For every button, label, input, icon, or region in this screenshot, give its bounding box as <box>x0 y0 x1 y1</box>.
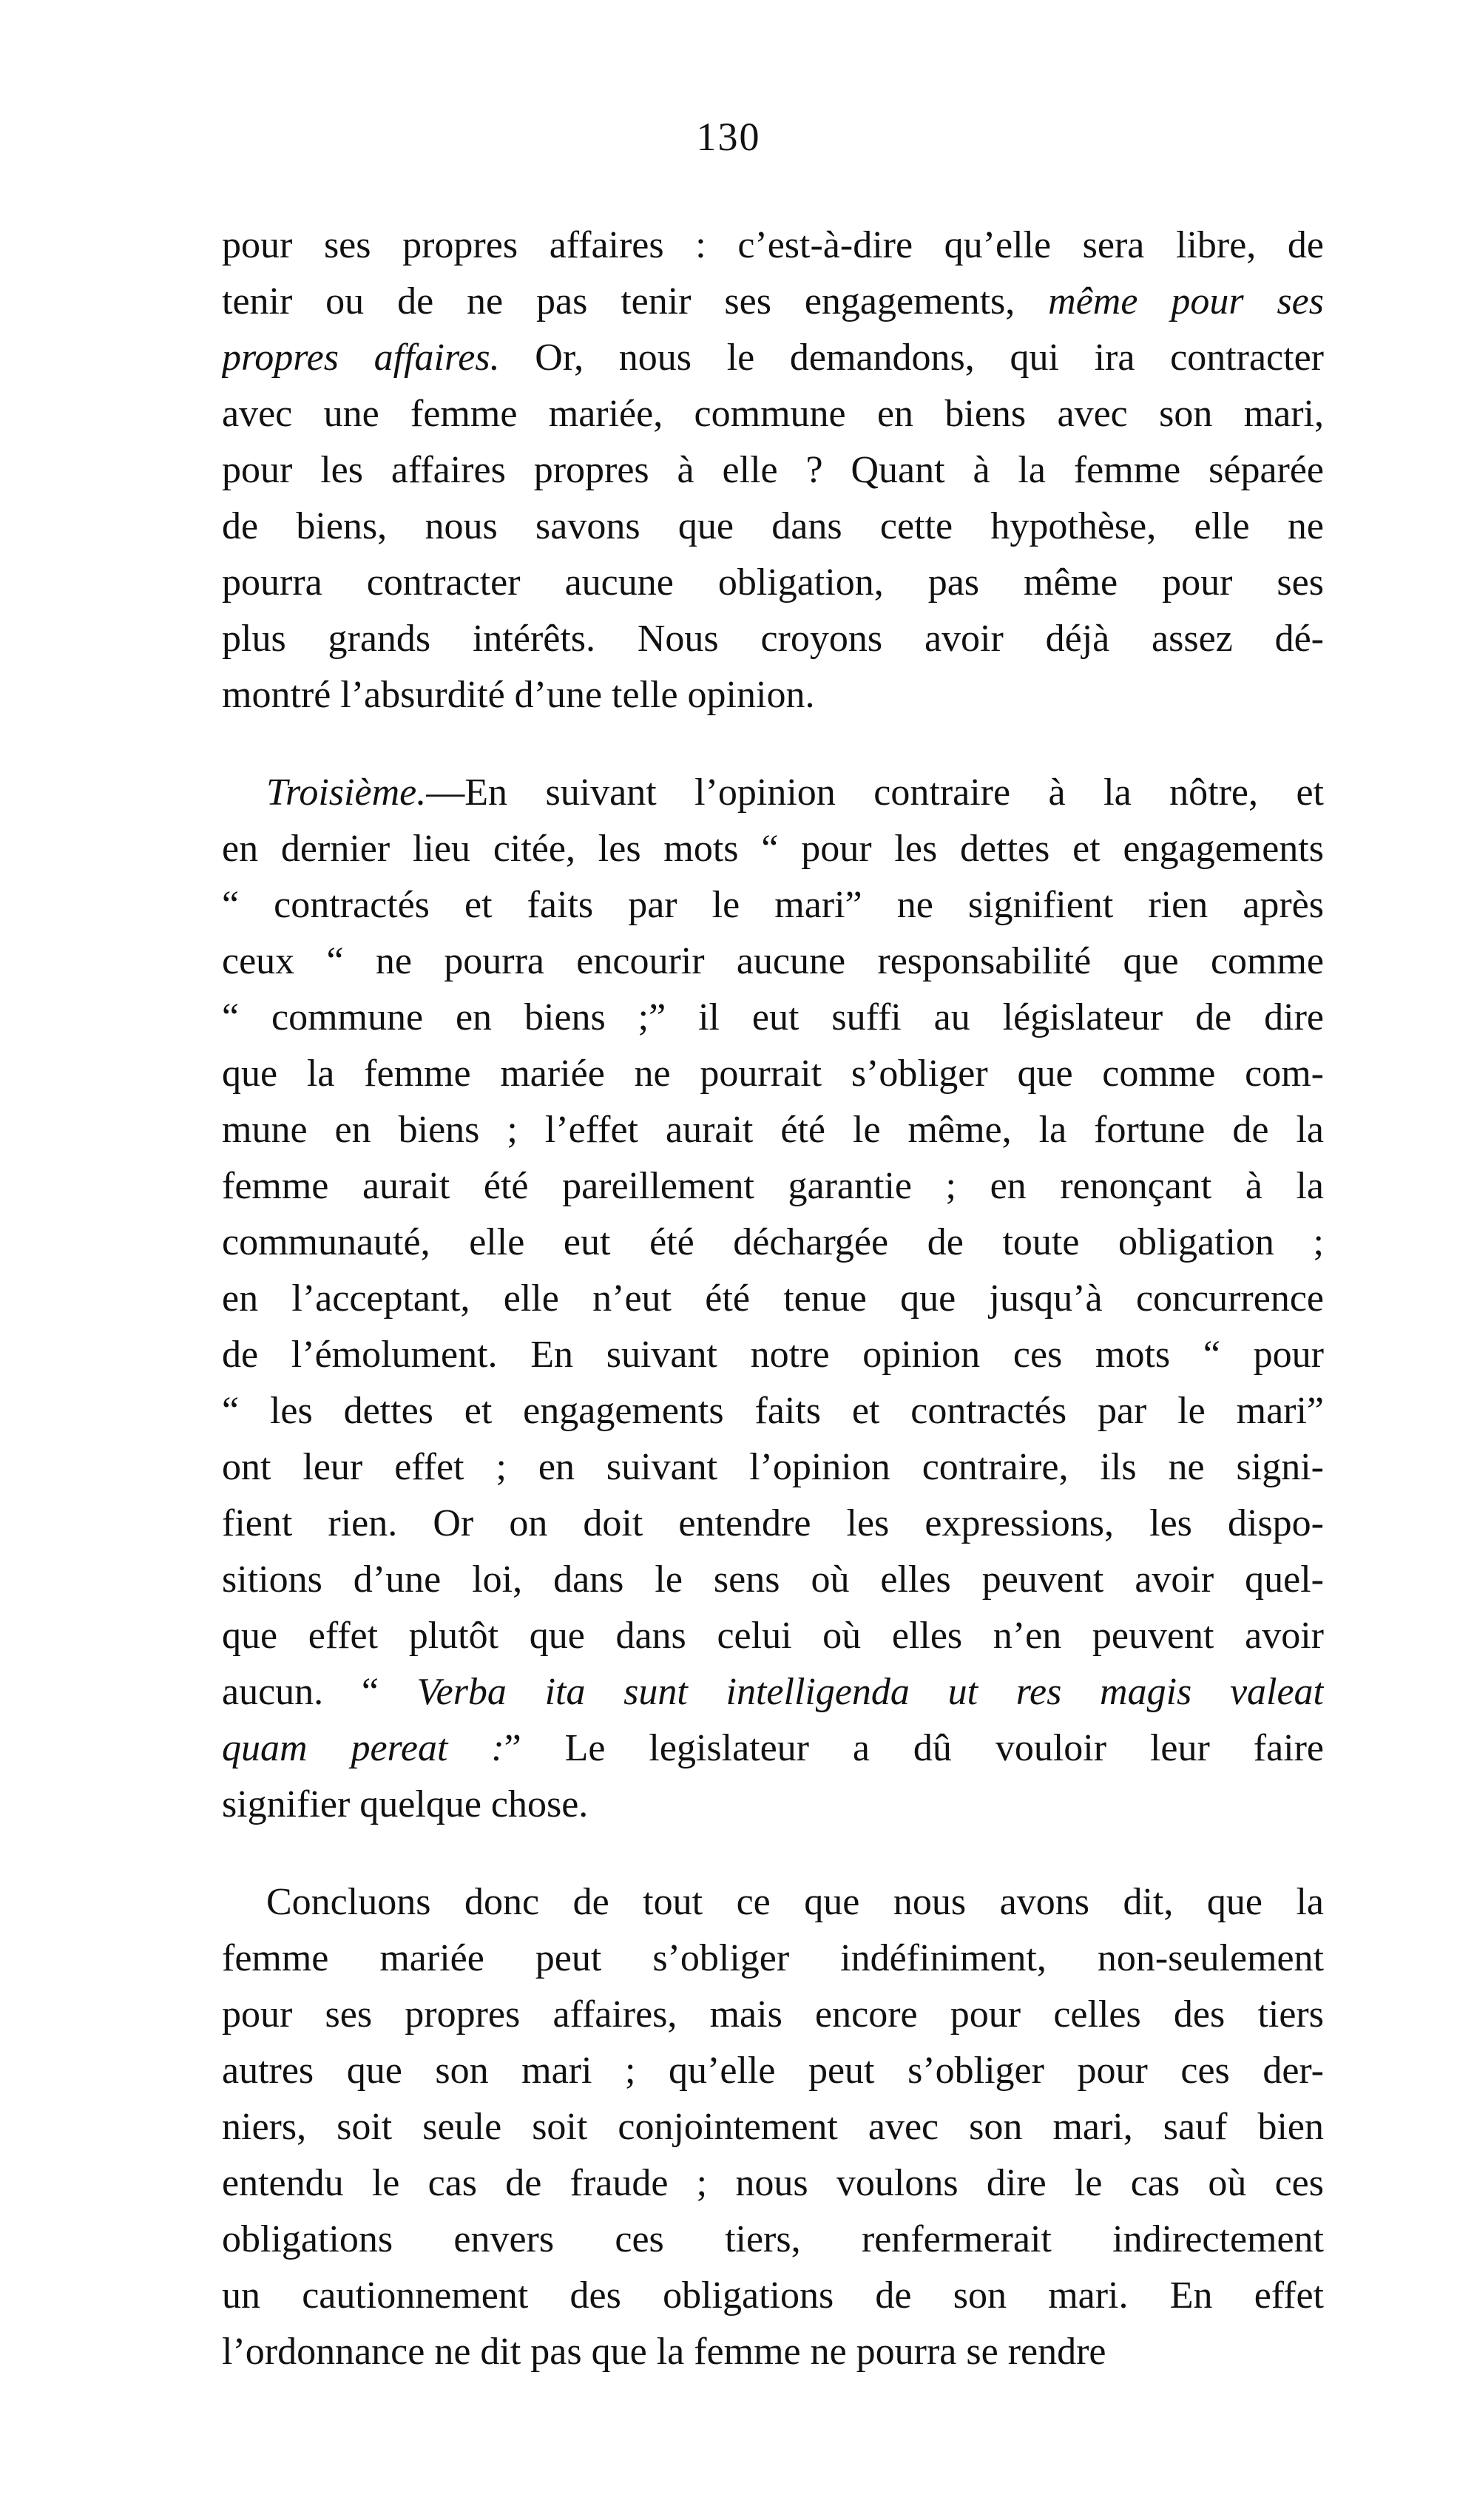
text-line: niers, soit seule soit conjointement avec son mari, sauf bien <box>222 2106 1324 2148</box>
paragraph <box>222 765 1324 1833</box>
text-line: sitions d’une loi, dans le sens où elles peuvent avoir quel- <box>222 1558 1324 1601</box>
text-line: femme aurait été pareillement garantie ; en renonçant à la <box>222 1165 1324 1207</box>
text-line: autres que son mari ; qu’elle peut s’obliger pour ces der- <box>222 2050 1324 2092</box>
text-line: pourra contracter aucune obligation, pas même pour ses <box>222 561 1324 604</box>
paragraph <box>222 217 1324 723</box>
text-line: femme mariée peut s’obliger indéfiniment, non-seulement <box>222 1937 1324 1979</box>
text-line: communauté, elle eut été déchargée de toute obligation ; <box>222 1221 1324 1263</box>
text-line: obligations envers ces tiers, renfermerait indirectement <box>222 2218 1324 2260</box>
page-number: 130 <box>696 115 761 159</box>
text-line: de l’émolument. En suivant notre opinion ces mots “ pour <box>222 1334 1324 1376</box>
body-text <box>222 217 1324 2380</box>
text-line: “ les dettes et engagements faits et contractés par le mari” <box>222 1390 1324 1432</box>
paragraph-gap <box>222 1833 1324 1874</box>
text-line: signifier quelque chose. <box>222 1783 589 1825</box>
text-line: quam pereat :” Le legislateur a dû vouloir leur faire <box>222 1727 1324 1769</box>
text-line: que effet plutôt que dans celui où elles n’en peuvent avoir <box>222 1615 1324 1657</box>
text-line: entendu le cas de fraude ; nous voulons dire le cas où ces <box>222 2162 1324 2204</box>
text-line: pour ses propres affaires, mais encore pour celles des tiers <box>222 1993 1324 2036</box>
text-line: pour ses propres affaires : c’est-à-dire qu’elle sera libre, de <box>222 224 1324 266</box>
text-line: Troisième.—En suivant l’opinion contraire à la nôtre, et <box>266 771 1324 814</box>
text-line: l’ordonnance ne dit pas que la femme ne pourra se rendre <box>222 2331 1106 2373</box>
text-line: ont leur effet ; en suivant l’opinion contraire, ils ne signi- <box>222 1446 1324 1488</box>
text-line: montré l’absurdité d’une telle opinion. <box>222 674 815 716</box>
text-line: aucun. “ Verba ita sunt intelligenda ut res magis valeat <box>222 1671 1324 1713</box>
text-line: plus grands intérêts. Nous croyons avoir déjà assez dé- <box>222 618 1324 660</box>
text-line: en dernier lieu citée, les mots “ pour les dettes et engagements <box>222 828 1324 870</box>
paragraph-gap <box>222 723 1324 765</box>
text-line: propres affaires. Or, nous le demandons, qui ira contracter <box>222 337 1324 379</box>
text-line: en l’acceptant, elle n’eut été tenue que jusqu’à concurrence <box>222 1277 1324 1320</box>
text-line: que la femme mariée ne pourrait s’obliger que comme com- <box>222 1053 1324 1095</box>
text-line: avec une femme mariée, commune en biens avec son mari, <box>222 393 1324 435</box>
text-line: de biens, nous savons que dans cette hypothèse, elle ne <box>222 505 1324 547</box>
text-line: ceux “ ne pourra encourir aucune responsabilité que comme <box>222 940 1324 982</box>
text-line: “ commune en biens ;” il eut suffi au législateur de dire <box>222 996 1324 1038</box>
text-line: “ contractés et faits par le mari” ne signifient rien après <box>222 884 1324 926</box>
text-line: pour les affaires propres à elle ? Quant à la femme séparée <box>222 449 1324 491</box>
text-line: Concluons donc de tout ce que nous avons dit, que la <box>266 1881 1324 1923</box>
text-line: tenir ou de ne pas tenir ses engagements, même pour ses <box>222 280 1324 322</box>
text-line: fient rien. Or on doit entendre les expressions, les dispo- <box>222 1502 1324 1544</box>
text-line: un cautionnement des obligations de son mari. En effet <box>222 2274 1324 2317</box>
paragraph <box>222 1874 1324 2380</box>
text-line: mune en biens ; l’effet aurait été le même, la fortune de la <box>222 1109 1324 1151</box>
